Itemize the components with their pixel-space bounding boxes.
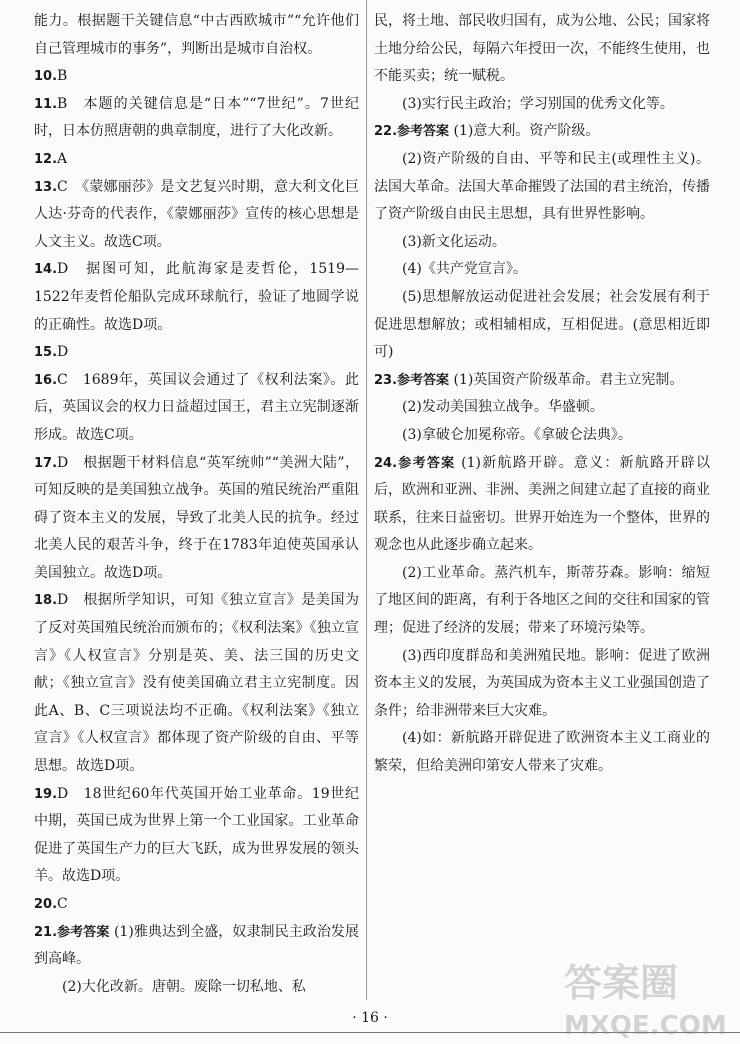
right-column [374, 8, 710, 781]
question-number: 21. [34, 924, 58, 940]
answer-text: (1)意大利。资产阶级。 [453, 123, 600, 140]
answer-item [34, 174, 359, 257]
answer-item [34, 339, 359, 367]
question-number: 18. [34, 593, 58, 609]
answer-text: D 据图可知，此航海家是麦哲伦，1519—1522年麦哲伦船队完成环球航行，验证了地圆学说的正确性。故选D项。 [34, 261, 359, 333]
answer-paragraph [374, 560, 710, 643]
answer-text: B 本题的关键信息是“日本”“7世纪”。7世纪时，日本仿照唐朝的典章制度，进行了大化改新。 [34, 95, 359, 140]
answer-paragraph [374, 229, 710, 257]
answer-text: B [57, 68, 68, 85]
answer-text: D 根据题干材料信息“英军统帅”“美洲大陆”，可知反映的是美国独立战争。英国的殖民统治严重阻碍了资本主义的发展，导致了北美人民的抗争。经过北美人民的艰苦斗争，终于在1783年迫使英国承认美国独立。故选D项。 [34, 454, 359, 581]
answer-text: (5)思想解放运动促进社会发展；社会发展有利于促进思想解放；或相辅相成，互相促进。(意思相近即可) [374, 288, 710, 361]
answer-paragraph [374, 8, 710, 91]
answer-paragraph [374, 422, 710, 450]
answer-text: C [57, 896, 68, 912]
page-number: · 16 · [352, 1010, 388, 1026]
question-number: 10. [34, 69, 58, 85]
answer-paragraph [34, 8, 359, 63]
answer-paragraph [374, 256, 710, 284]
answer-text: (3)实行民主政治；学习别国的优秀文化等。 [402, 95, 674, 112]
answer-paragraph [374, 91, 710, 119]
answer-item [34, 781, 359, 891]
reference-answer-label: 参考答案 [397, 124, 450, 140]
answer-text: 民，将土地、部民收归国有，成为公地、公民；国家将土地分给公民，每隔六年授田一次，不能终生使用，也不能买卖；统一赋税。 [374, 13, 710, 85]
answer-item [34, 146, 359, 174]
answer-paragraph [374, 394, 710, 422]
question-number: 23. [374, 372, 398, 388]
answer-text: (4)《共产党宣言》。 [402, 261, 527, 278]
answer-text: (2)工业革命。蒸汽机车，斯蒂芬森。影响：缩短了地区间的距离，有利于各地区之间的交往和国家的管理；促进了经济的发展；带来了环境污染等。 [374, 564, 710, 637]
answer-text: (4)如：新航路开辟促进了欧洲资本主义工商业的繁荣，但给美洲印第安人带来了灾难。 [374, 730, 710, 775]
watermark-top-text: 答案圈 [564, 961, 679, 1005]
answer-item [34, 63, 359, 91]
answer-text: D 根据所学知识，可知《独立宣言》是美国为了反对英国殖民统治而颁布的；《权利法案》《独立宣言》《人权宣言》分别是英、美、法三国的历史文献；《独立宣言》没有使美国确立君主立宪制度。因此A、B、C三项说法均不正确。《权利法案》《独立宣言》《人权宣言》都体现了资产阶级的自由、平等思想。故选D项。 [34, 592, 359, 775]
question-number: 15. [34, 345, 58, 361]
question-number: 17. [34, 455, 58, 471]
left-column [34, 8, 359, 1001]
question-number: 11. [34, 96, 58, 112]
answer-text: D [57, 344, 69, 361]
answer-paragraph [374, 146, 710, 229]
answer-paragraph [34, 974, 359, 1002]
answer-item [34, 587, 359, 780]
reference-answer-label: 参考答案 [397, 455, 456, 471]
answer-item [34, 367, 359, 450]
answer-text: C 1689年，英国议会通过了《权利法案》。此后，英国议会的权力日益超过国王，君主立宪制逐渐形成。故选C项。 [34, 371, 359, 443]
reference-answer-label: 参考答案 [57, 924, 110, 940]
answer-item [34, 91, 359, 146]
answer-text: (1)新航路开辟。意义：新航路开辟以后，欧洲和亚洲、非洲、美洲之间建立起了直接的商业联系，往来日益密切。世界开始连为一个整体，世界的观念也从此逐步确立起来。 [374, 454, 710, 554]
answer-text: (2)大化改新。唐朝。废除一切私地、私 [62, 978, 306, 995]
column-divider [366, 0, 367, 1000]
answer-text: (3)西印度群岛和美洲殖民地。影响：促进了欧洲资本主义的发展，为英国成为资本主义工业强国创造了条件；给非洲带来巨大灾难。 [374, 647, 710, 719]
answer-item [34, 891, 359, 919]
reference-answer-label: 参考答案 [397, 372, 450, 388]
answer-item [34, 256, 359, 339]
question-number: 13. [34, 179, 58, 195]
question-number: 14. [34, 262, 58, 278]
answer-text: (3)拿破仑加冕称帝。《拿破仑法典》。 [402, 426, 632, 443]
question-number: 24. [374, 455, 398, 471]
answer-text: (1)英国资产阶级革命。君主立宪制。 [453, 371, 684, 388]
answer-paragraph [374, 643, 710, 726]
answer-text: (1)雅典达到全盛，奴隶制民主政治发展到高峰。 [34, 923, 359, 968]
answer-text: (2)资产阶级的自由、平等和民主(或理性主义)。法国大革命。法国大革命摧毁了法国的君主统治，传播了资产阶级自由民主思想，具有世界性影响。 [374, 150, 710, 223]
answer-text: C 《蒙娜丽莎》是文艺复兴时期，意大利文化巨人达·芬奇的代表作，《蒙娜丽莎》宣传的核心思想是人文主义。故选C项。 [34, 178, 359, 250]
answer-text: (3)新文化运动。 [402, 233, 506, 250]
answer-item [374, 118, 710, 146]
answer-text: (2)发动美国独立战争。华盛顿。 [402, 399, 604, 416]
answer-item [374, 450, 710, 560]
answer-item [34, 919, 359, 974]
watermark-bottom-text: MXQE.COM [564, 1011, 727, 1041]
question-number: 12. [34, 151, 58, 167]
answer-paragraph [374, 284, 710, 367]
answer-text: 能力。根据题干关键信息“中古西欧城市”“允许他们自己管理城市的事务”，判断出是城市自治权。 [34, 13, 359, 57]
answer-paragraph [374, 725, 710, 780]
question-number: 16. [34, 372, 58, 388]
answer-item [374, 367, 710, 395]
question-number: 19. [34, 786, 58, 802]
question-number: 20. [34, 897, 58, 912]
answer-text: D 18世纪60年代英国开始工业革命。19世纪中期，英国已成为世界上第一个工业国家。工业革命促进了英国生产力的巨大飞跃，成为世界发展的领头羊。故选D项。 [34, 785, 359, 885]
answer-item [34, 450, 359, 588]
watermark-logo [560, 952, 727, 1044]
question-number: 22. [374, 124, 398, 140]
answer-text: A [57, 150, 68, 167]
